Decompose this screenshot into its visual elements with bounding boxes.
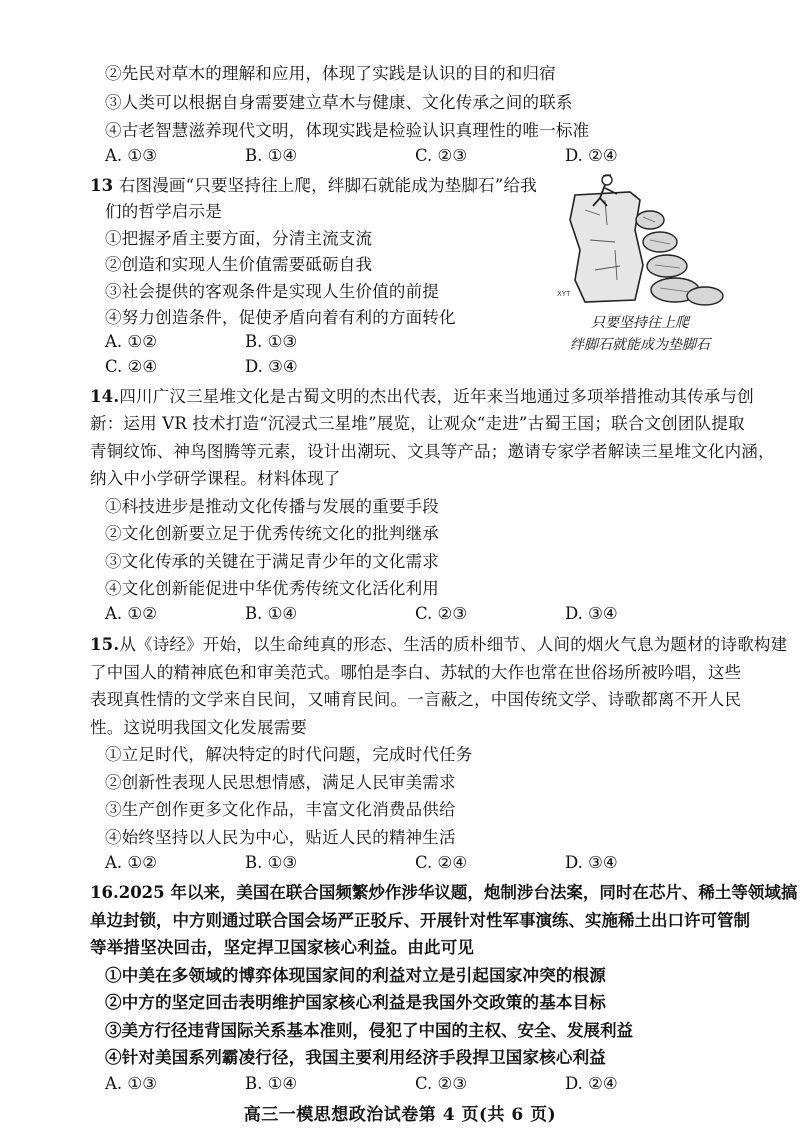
q15-statement-2: ②创新性表现人民思想情感，满足人民审美需求 xyxy=(105,773,456,792)
q12-option-b[interactable]: B. ①④ xyxy=(245,146,298,165)
q13-options-row-2 xyxy=(105,357,405,381)
q15-stem-line-4: 性。这说明我国文化发展需要 xyxy=(90,718,308,737)
q15-option-d[interactable]: D. ③④ xyxy=(565,853,618,872)
cartoon-caption-line-1: 只要坚持往上爬 xyxy=(591,315,689,331)
q15-stem-line-2: 了中国人的精神底色和审美范式。哪怕是李白、苏轼的大作也常在世俗场所被吟唱，这些 xyxy=(90,663,742,682)
q12-statement-2: ②先民对草木的理解和应用，体现了实践是认识的目的和归宿 xyxy=(105,64,556,83)
q14-option-a[interactable]: A. ①② xyxy=(105,604,157,623)
q15-stem-line-1 xyxy=(90,633,787,657)
q16-option-c[interactable]: C. ②③ xyxy=(415,1074,468,1093)
q16-statement-4: ④针对美国系列霸凌行径，我国主要利用经济手段捍卫国家核心利益 xyxy=(105,1048,606,1067)
q13-statement-2: ②创造和实现人生价值需要砥砺自我 xyxy=(105,255,373,274)
q14-statement-2: ②文化创新要立足于优秀传统文化的批判继承 xyxy=(105,524,439,543)
q15-statement-4: ④始终坚持以人民为中心，贴近人民的精神生活 xyxy=(105,828,456,847)
q14-stem-line-1 xyxy=(90,385,754,409)
cartoon-climber-image xyxy=(545,170,730,310)
q16-statement-1: ①中美在多领域的博弈体现国家间的利益对立是引起国家冲突的根源 xyxy=(105,966,606,985)
q13-stem-text-1: 右图漫画“只要坚持往上爬，绊脚石就能成为垫脚石”给我 xyxy=(118,176,537,195)
q12-statement-3: ③人类可以根据自身需要建立草木与健康、文化传承之间的联系 xyxy=(105,93,573,112)
q16-statement-2: ②中方的坚定回击表明维护国家核心利益是我国外交政策的基本目标 xyxy=(105,993,606,1012)
q14-stem-line-4: 纳入中小学研学课程。材料体现了 xyxy=(90,469,341,488)
page-footer: 高三一模思想政治试卷第 4 页(共 6 页) xyxy=(243,1105,557,1125)
q12-option-a[interactable]: A. ①③ xyxy=(105,146,157,165)
q13-stem-line-2: 们的哲学启示是 xyxy=(105,202,222,221)
q14-number: 14. xyxy=(90,387,120,406)
q13-stem-line-1 xyxy=(90,174,537,198)
q13-option-a[interactable]: A. ①② xyxy=(105,332,157,351)
q16-stem-line-1 xyxy=(90,881,797,905)
q16-option-b[interactable]: B. ①④ xyxy=(245,1074,298,1093)
q14-options xyxy=(105,604,725,628)
q15-options xyxy=(105,853,725,877)
q16-options xyxy=(105,1074,725,1098)
q13-statement-3: ③社会提供的客观条件是实现人生价值的前提 xyxy=(105,282,439,301)
q15-stem-line-3: 表现真性情的文学来自民间，又哺育民间。一言蔽之，中国传统文学、诗歌都离不开人民 xyxy=(90,690,742,709)
cartoon-signature: XYT xyxy=(557,290,571,298)
q15-number: 15. xyxy=(90,635,120,654)
q13-option-b[interactable]: B. ①③ xyxy=(245,332,298,351)
q16-option-d[interactable]: D. ②④ xyxy=(565,1074,618,1093)
q13-statement-1: ①把握矛盾主要方面，分清主流支流 xyxy=(105,229,373,248)
q15-stem-text-1: 从《诗经》开始，以生命纯真的形态、生活的质朴细节、人间的烟火气息为题材的诗歌构建 xyxy=(119,635,788,654)
q14-option-b[interactable]: B. ①④ xyxy=(245,604,298,623)
q16-option-a[interactable]: A. ①③ xyxy=(105,1074,157,1093)
q14-option-d[interactable]: D. ③④ xyxy=(565,604,618,623)
q16-stem-line-3: 等举措坚决回击，坚定捍卫国家核心利益。由此可见 xyxy=(90,938,475,957)
q15-statement-3: ③生产创作更多文化作品，丰富文化消费品供给 xyxy=(105,800,456,819)
q14-statement-4: ④文化创新能促进中华优秀传统文化活化利用 xyxy=(105,579,439,598)
q12-option-d[interactable]: D. ②④ xyxy=(565,146,618,165)
q16-number: 16. xyxy=(90,883,119,902)
q15-option-a[interactable]: A. ①② xyxy=(105,853,157,872)
q14-stem-line-2: 新：运用 VR 技术打造“沉浸式三星堆”展览，让观众“走进”古蜀王国；联合文创团队提取 xyxy=(90,414,745,433)
q12-options xyxy=(105,146,725,170)
q13-number: 13 xyxy=(90,176,114,195)
q13-option-c[interactable]: C. ②④ xyxy=(105,357,158,376)
q14-stem-line-3: 青铜纹饰、神鸟图腾等元素，设计出潮玩、文具等产品；邀请专家学者解读三星堆文化内涵， xyxy=(90,442,775,461)
q13-statement-4: ④努力创造条件，促使矛盾向着有利的方面转化 xyxy=(105,308,456,327)
q14-statement-1: ①科技进步是推动文化传播与发展的重要手段 xyxy=(105,497,439,516)
q15-option-b[interactable]: B. ①③ xyxy=(245,853,298,872)
q16-stem-line-2: 单边封锁，中方则通过联合国会场严正驳斥、开展针对性军事演练、实施稀土出口许可管制 xyxy=(90,911,750,930)
q12-statement-4: ④古老智慧滋养现代文明，体现实践是检验认识真理性的唯一标准 xyxy=(105,121,590,140)
q15-statement-1: ①立足时代，解决特定的时代问题，完成时代任务 xyxy=(105,745,473,764)
q14-statement-3: ③文化传承的关键在于满足青少年的文化需求 xyxy=(105,552,439,571)
q14-stem-text-1: 四川广汉三星堆文化是古蜀文明的杰出代表，近年来当地通过多项举措推动其传承与创 xyxy=(119,387,754,406)
q15-option-c[interactable]: C. ②④ xyxy=(415,853,468,872)
q16-stem-text-1: 2025 年以来，美国在联合国频繁炒作涉华议题，炮制涉台法案，同时在芯片、稀土等领域搞 xyxy=(118,883,798,902)
q13-option-d[interactable]: D. ③④ xyxy=(245,357,298,376)
q13-options-row-1 xyxy=(105,332,405,356)
q14-option-c[interactable]: C. ②③ xyxy=(415,604,468,623)
q16-statement-3: ③美方行径违背国际关系基本准则，侵犯了中国的主权、安全、发展利益 xyxy=(105,1021,633,1040)
cartoon-caption-line-2: 绊脚石就能成为垫脚石 xyxy=(570,337,710,353)
q12-option-c[interactable]: C. ②③ xyxy=(415,146,468,165)
